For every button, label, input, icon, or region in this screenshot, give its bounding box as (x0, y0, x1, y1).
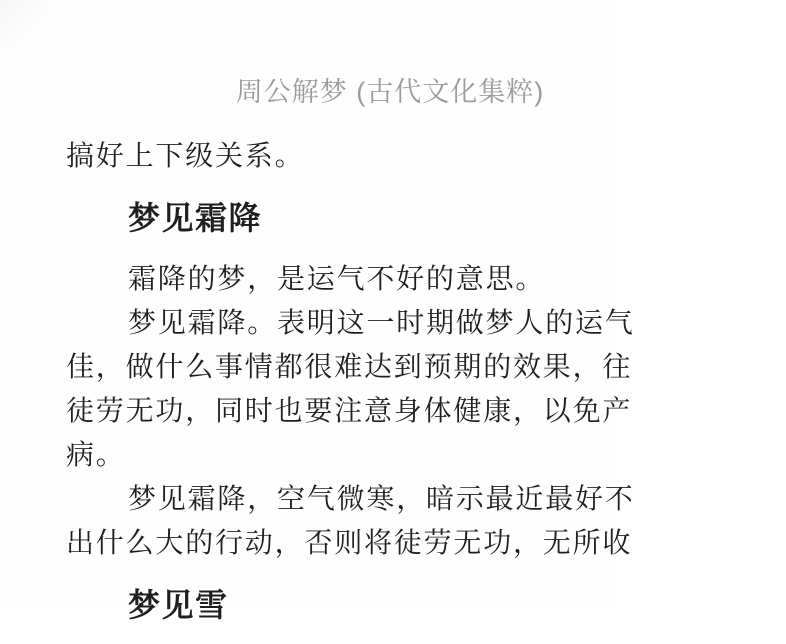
text-line: 病。 (66, 439, 126, 470)
page-corner-shadow (0, 0, 120, 90)
text-line: 梦见霜降，空气微寒，暗示最近最好不 (128, 483, 635, 514)
text-line: 出什么大的行动，否则将徒劳无功，无所收 (66, 527, 633, 558)
text-line: 梦见霜降。表明这一时期做梦人的运气 (128, 307, 635, 338)
page-content (66, 134, 786, 644)
text-line: 佳，做什么事情都很难达到预期的效果，往 (66, 351, 633, 382)
section-heading: 梦见霜降 (128, 200, 263, 236)
section-heading: 梦见雪 (128, 587, 229, 623)
book-title-header: 周公解梦 (古代文化集粹) (235, 77, 545, 107)
text-line: 徒劳无功，同时也要注意身体健康，以免产 (66, 395, 633, 426)
text-line: 霜降的梦，是运气不好的意思。 (128, 263, 546, 294)
text-line: 搞好上下级关系。 (66, 140, 305, 171)
